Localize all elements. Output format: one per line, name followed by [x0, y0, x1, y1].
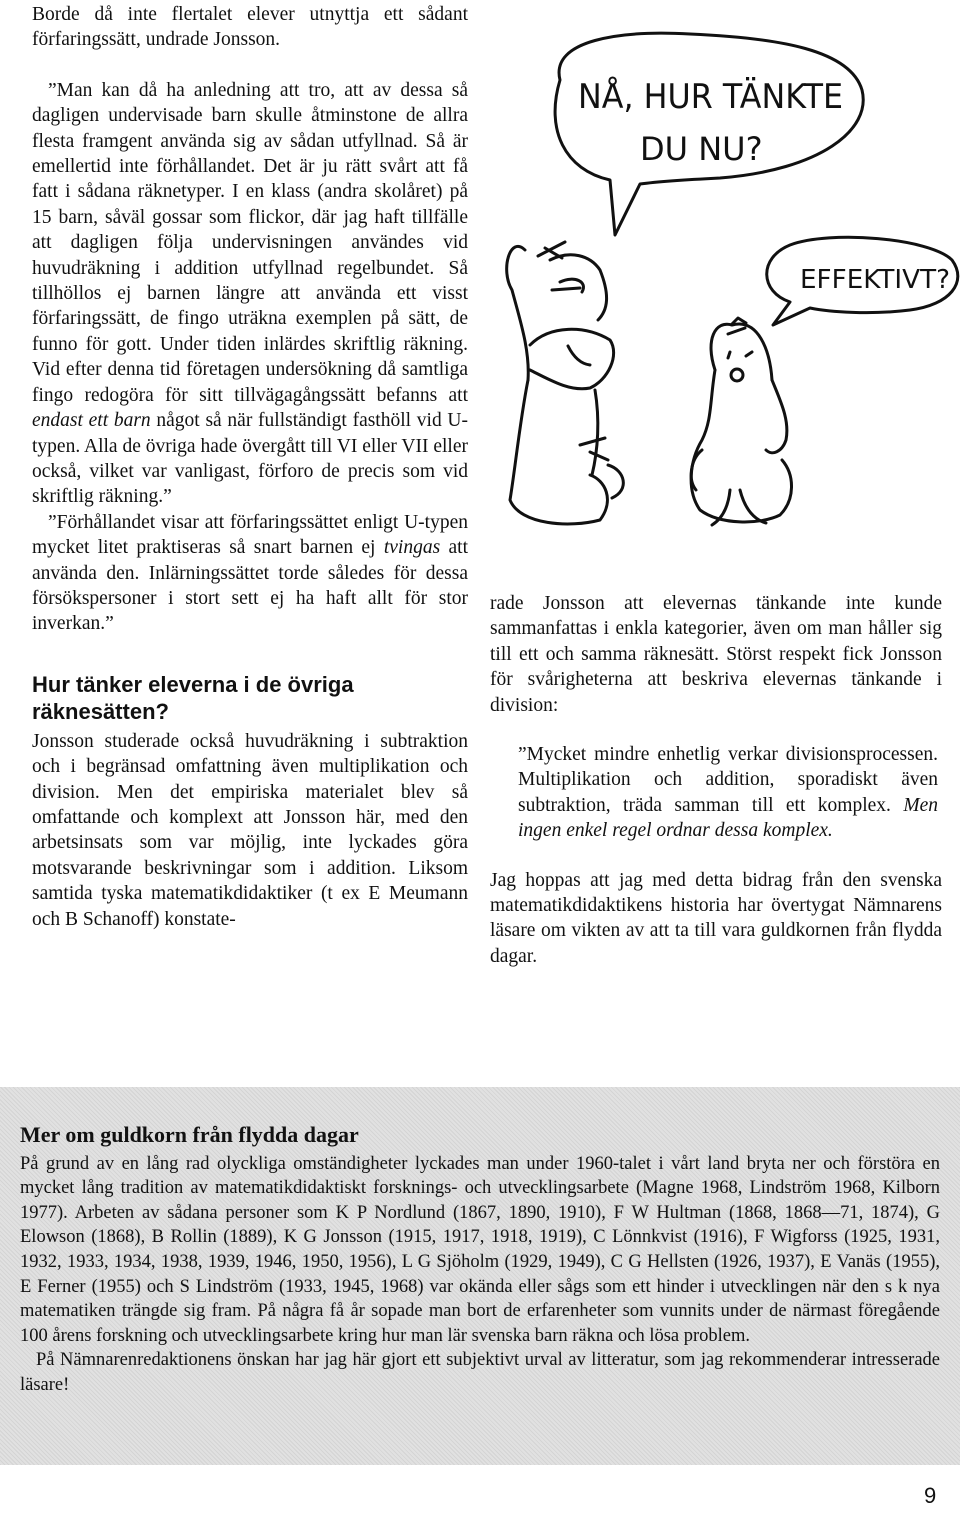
info-box	[0, 1087, 960, 1465]
spacer	[490, 844, 942, 868]
bubble-1-text-line-1: NÅ, HUR TÄNKTE	[578, 77, 862, 117]
bubble-2-text: EFFEKTIVT?	[800, 265, 950, 295]
paragraph-closing: Jag hoppas att jag med detta bidrag från den svenska matematikdidaktikens historia har övertygat Nämnarens läsare om vikten av att ta till vara guldkornen från flydda dagar.	[490, 869, 942, 967]
info-box-content	[20, 1123, 940, 1398]
division-quote: ”Mycket mindre enhetlig verkar divisionsprocessen. Multiplikation och addition, sporadiskt även subtraktion, träda samman till ett komplex. Men ingen enkel regel ordnar dessa komplex.	[518, 744, 938, 842]
right-column	[490, 591, 942, 969]
info-box-paragraph: På grund av en lång rad olyckliga omständigheter lyckades man under 1960-talet i vårt land bryta ner och förstöra en mycket lång tradition av matematikdidaktiskt forsknings- och utvecklingsarbete (Magne 1968, Lindström 1968, Kilborn 1977). Arbeten av sådana personer som K P Nordlund (1867, 1890, 1910), F W Hultman (1868, 1868—71, 1874), G Elowson (1868), B Rollin (1889), K G Jonsson (1915, 1917, 1918, 1919), C Lönnkvist (1916), F Wigforss (1925, 1931, 1932, 1933, 1934, 1938, 1939, 1946, 1950, 1956), L G Sjöholm (1929, 1949), C G Hellsten (1926, 1937), E Vanäs (1955), E Ferner (1955) och S Lindström (1933, 1945, 1968) var okända eller sågs som ett hinder i utvecklingen när den s k nya matematiken trängde sig fram. På några få år sopade man bort de erfarenheter som vunnits under de närmast föregående 100 årens forskning och utvecklingsarbete kring hur man lär svenska barn räkna och lösa problem.	[20, 1153, 940, 1346]
bubble-1-text-line-2: DU NU?	[640, 130, 763, 168]
info-box-title: Mer om guldkorn från flydda dagar	[20, 1122, 359, 1147]
info-box-paragraph-2: På Nämnarenredaktionens önskan har jag här gjort ett subjektivt urval av litteratur, som jag rekommenderar intresserade läsare!	[20, 1350, 940, 1395]
paragraph-intro: Borde då inte flertalet elever utnyttja ett sådant förfaringssätt, undrade Jonsson.	[32, 4, 468, 51]
character-right	[691, 318, 791, 525]
character-left	[507, 242, 624, 524]
section-heading: Hur tänker eleverna i de övriga räknesätten?	[32, 671, 354, 724]
page-number: 9	[924, 1483, 937, 1508]
cartoon-illustration	[490, 20, 960, 575]
paragraph-continued: rade Jonsson att elevernas tänkande inte kunde sammanfattas i enkla kategorier, även om man håller sig till ett och samma räknesätt. Störst respekt fick Jonsson för svårigheterna att beskriva elevernas tänkande i division:	[490, 593, 942, 716]
spacer	[490, 718, 942, 742]
left-column	[32, 2, 468, 932]
quote-paragraph: ”Man kan då ha anledning att tro, att av dessa så dagligen undervisade barn skulle åtminstone de allra flesta framgent använda sig av sådan utfyllnad. Så är emellertid inte förhållandet. Det är ju rätt svårt att få fatt i sådana räknetyper. I en klass (andra skolåret) på 15 barn, såväl gossar som flickor, där jag haft tillfälle att dagligen följa undervisningen användes vid huvudräkning i addition utfyllnad regelbundet. Så tillhöllos ej barnen längre att använda ett visst förfaringssätt, de fingo uträkna exemplen på sätt, de funno för gott. Under tiden inlärdes skriftlig räkning. Vid efter denna tid företagen undersökning då samtliga fingo redogöra för sitt tillvägagångssätt befanns att endast ett barn något så när fullständigt fasthöll vid U-typen. Alla de övriga hade övergått till VI eller VII eller också, vilket var vanligast, förforo de precis som vid skriftlig räkning.”	[32, 79, 468, 508]
quote-paragraph-2: ”Förhållandet visar att förfaringssättet enligt U-typen mycket litet praktiseras så snart barnen ej tvingas att använda den. Inlärningssättet torde således för dessa försökspersoner i stort sett ej ha haft allt för stor inverkan.”	[32, 511, 468, 635]
paragraph-body: Jonsson studerade också huvudräkning i subtraktion och i begränsad omfattning även multiplikation och division. Men det empiriska materialet blev så omfattande och komplext att Jonsson här, med den arbetsinsats som var möjlig, inte lyckades göra motsvarande beskrivningar som i addition. Liksom samtida tyska matematikdidaktiker (t ex E Meumann och B Schanoff) konstate-	[32, 730, 468, 930]
